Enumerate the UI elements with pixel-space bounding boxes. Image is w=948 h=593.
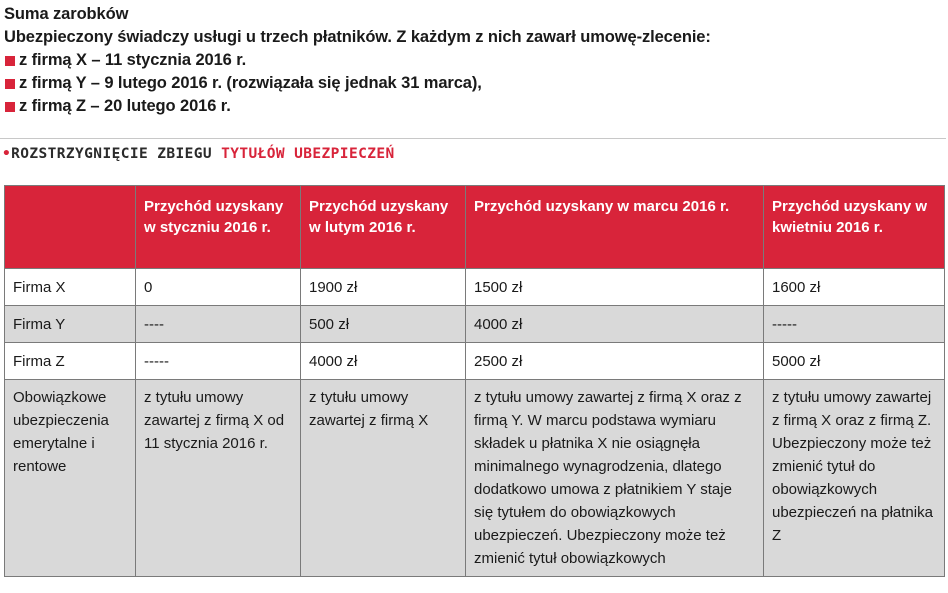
table-cell: 500 zł — [301, 306, 466, 343]
table-header-row — [5, 186, 945, 269]
bullet-square-icon — [5, 79, 15, 89]
table-cell: z tytułu umowy zawartej z firmą X od 11 stycznia 2016 r. — [136, 380, 301, 577]
table-cell: 4000 zł — [466, 306, 764, 343]
table-cell: 4000 zł — [301, 343, 466, 380]
intro-item — [4, 72, 944, 95]
intro-lead: Ubezpieczony świadczy usługi u trzech płatników. Z każdym z nich zawarł umowę-zlecenie: — [4, 28, 711, 46]
intro-item — [4, 49, 944, 72]
row-label: Firma X — [5, 269, 136, 306]
section-title-prefix: ROZSTRZYGNIĘCIE ZBIEGU — [11, 146, 222, 162]
bullet-square-icon — [5, 56, 15, 66]
table-row — [5, 306, 945, 343]
row-label: Firma Y — [5, 306, 136, 343]
table-cell: 1900 zł — [301, 269, 466, 306]
table-cell: 1600 zł — [764, 269, 945, 306]
divider — [0, 138, 946, 139]
table-row — [5, 343, 945, 380]
table-cell: 0 — [136, 269, 301, 306]
table-cell: ----- — [764, 306, 945, 343]
insurance-table — [4, 185, 945, 577]
table-cell: 1500 zł — [466, 269, 764, 306]
row-label: Firma Z — [5, 343, 136, 380]
table-cell: z tytułu umowy zawartej z firmą X — [301, 380, 466, 577]
header-cell-march: Przychód uzyskany w marcu 2016 r. — [466, 186, 764, 269]
header-cell-empty — [5, 186, 136, 269]
intro-item-text: z firmą Y – 9 lutego 2016 r. (rozwiązała się jednak 31 marca), — [19, 74, 482, 92]
header-cell-february: Przychód uzyskany w lutym 2016 r. — [301, 186, 466, 269]
section-title-accent: TYTUŁÓW UBEZPIECZEŃ — [221, 146, 395, 162]
bullet-square-icon — [5, 102, 15, 112]
arrow-icon: • — [2, 146, 12, 162]
header-cell-april: Przychód uzyskany w kwietniu 2016 r. — [764, 186, 945, 269]
row-label: Obowiązkowe ubezpieczenia emerytalne i rentowe — [5, 380, 136, 577]
table-cell: ----- — [136, 343, 301, 380]
intro-item — [4, 95, 944, 118]
intro-item-text: z firmą X – 11 stycznia 2016 r. — [19, 51, 247, 69]
intro-title: Suma zarobków — [4, 5, 129, 23]
table-row — [5, 380, 945, 577]
section-title — [2, 146, 395, 162]
table-cell: 5000 zł — [764, 343, 945, 380]
table-cell: z tytułu umowy zawartej z firmą X oraz z firmą Y. W marcu podstawa wymiaru składek u płatnika X nie osiągnęła minimalnego wynagrodzenia, dlatego dodatkowo umowa z płatnikiem Y staje się tytułem do obowiązkowych ubezpieczeń. Ubezpieczony może też zmienić tytuł obowiązkowych — [466, 380, 764, 577]
table-cell: z tytułu umowy zawartej z firmą X oraz z firmą Z. Ubezpieczony może też zmienić tytuł do obowiązkowych ubezpieczeń na płatnika Z — [764, 380, 945, 577]
table-cell: ---- — [136, 306, 301, 343]
header-cell-january: Przychód uzyskany w styczniu 2016 r. — [136, 186, 301, 269]
table-row — [5, 269, 945, 306]
table-cell: 2500 zł — [466, 343, 764, 380]
intro-item-text: z firmą Z – 20 lutego 2016 r. — [19, 97, 231, 115]
intro-block — [4, 3, 944, 118]
